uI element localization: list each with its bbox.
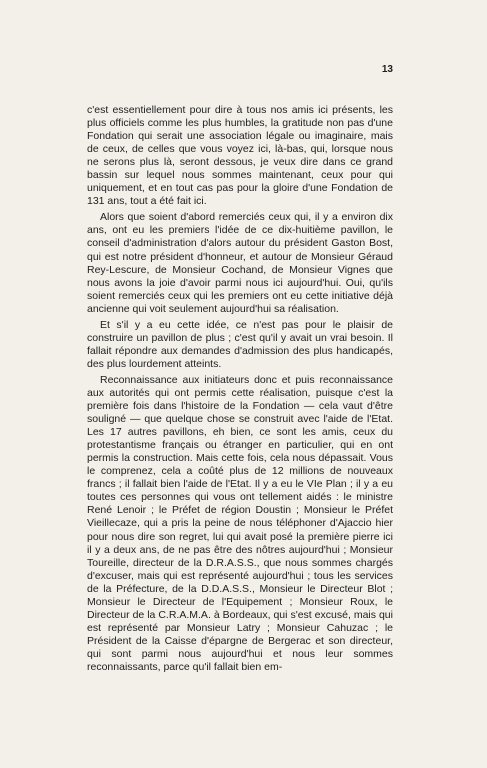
paragraph-1: c'est essentiellement pour dire à tous nos amis ici présents, les plus officiels comme les plus humbles, la gratitude non pas d'une Fondation qui serait une association légale ou imaginaire, mais de ceux, de celles que vous voyez ici, là-bas, qui, lorsque nous ne serons plus là, seront dessous, je veux dire dans ce grand bassin sur lequel nous sommes maintenant, ceux pour qui uniquement, et en tout cas pas pour la gloire d'une Fondation de 131 ans, tout a été fait ici. bbox=[87, 104, 393, 208]
paragraph-3: Et s'il y a eu cette idée, ce n'est pas pour le plaisir de construire un pavillon de plus ; c'est qu'il y avait un vrai besoin. Il fallait répondre aux demandes d'admission des plus handicapés, des plus lourdement atteints. bbox=[87, 318, 393, 370]
paragraph-4: Reconnaissance aux initiateurs donc et puis reconnaissance aux autorités qui ont permis cette réalisation, puisque c'est la première fois dans l'histoire de la Fondation — cela vaut d'être souligné — que quelque chose se construit avec l'aide de l'Etat. Les 17 autres pavillons, eh bien, ce sont les amis, ceux du protestantisme français ou étranger en particulier, qui en ont permis la construction. Mais cette fois, cela nous dépassait. Vous le comprenez, cela a coûté plus de 12 millions de nouveaux francs ; il fallait bien l'aide de l'Etat. Il y a eu le VIe Plan ; il y a eu toutes ces personnes qui vous ont tellement aidés : le ministre René Lenoir ; le Préfet de région Doustin ; Monsieur le Préfet Vieillecaze, qui a pris la peine de nous téléphoner d'Ajaccio hier pour nous dire son regret, lui qui avait posé la première pierre ici il y a deux ans, de ne pas être des nôtres aujourd'hui ; Monsieur Toureille, directeur de la D.R.A.S.S., que nous sommes chargés d'excuser, mais qui est représenté aujourd'hui ; tous les services de la Préfecture, de la D.D.A.S.S., Monsieur le Directeur Blot ; Monsieur le Directeur de l'Equipement ; Monsieur Roux, le Directeur de la C.R.A.M.A. à Bordeaux, qui s'est excusé, mais qui est représenté par Monsieur Latry ; Monsieur Cahuzac ; le Président de la Caisse d'épargne de Bergerac et son directeur, qui sont parmi nous aujourd'hui et nous leur sommes reconnaissants, parce qu'il fallait bien em- bbox=[87, 373, 393, 673]
page-number: 13 bbox=[381, 64, 393, 75]
paragraph-2: Alors que soient d'abord remerciés ceux qui, il y a environ dix ans, ont eu les premiers l'idée de ce dix-huitième pavillon, le conseil d'administration d'alors autour du président Gaston Bost, qui est notre président d'honneur, et autour de Monsieur Géraud Rey-Lescure, de Monsieur Cochand, de Monsieur Vignes que nous avons la joie d'avoir parmi nous ici aujourd'hui. Oui, qu'ils soient remerciés ceux qui les premiers ont eu cette initiative déjà ancienne qui voit seulement aujourd'hui sa réalisation. bbox=[87, 211, 393, 315]
body-text bbox=[87, 104, 393, 677]
